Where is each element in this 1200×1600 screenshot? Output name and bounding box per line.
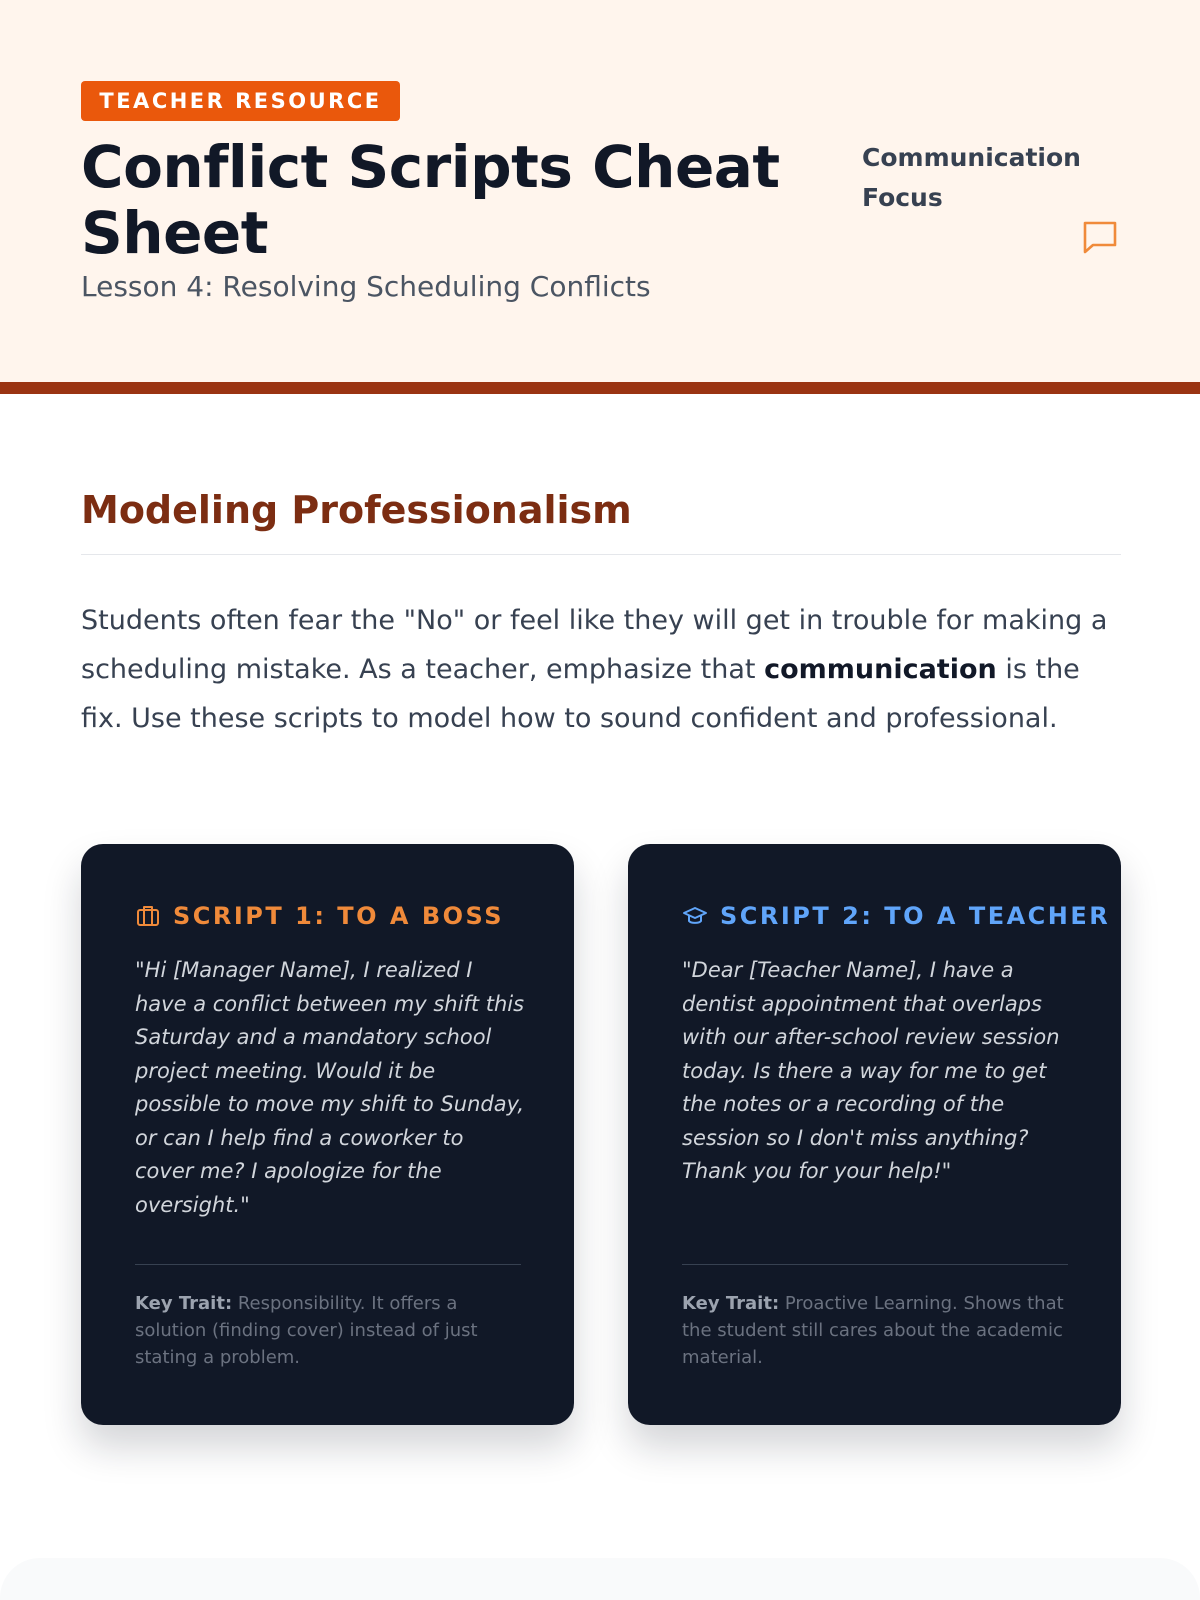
key-trait-text: Proactive Learning. Shows that the student still cares about the academic material. [682, 1293, 1064, 1368]
key-trait-label: Key Trait: [682, 1293, 780, 1314]
script-card-heading [135, 898, 504, 934]
script-quote: "Hi [Manager Name], I realized I have a conflict between my shift this Saturday and a mandatory school project meeting. Would it be possible to move my shift to Sunday, or can I help find a coworker to cover me? I apologize for the oversight." [135, 958, 525, 1217]
briefcase-icon [135, 903, 161, 929]
chat-bubble-icon [1080, 218, 1120, 258]
script-card-heading [682, 898, 1110, 934]
page-header [0, 0, 1200, 394]
section-title: Modeling Professionalism [81, 488, 632, 532]
resource-badge: TEACHER RESOURCE [81, 81, 400, 121]
intro-paragraph [81, 596, 1121, 743]
script-heading-text: SCRIPT 1: TO A BOSS [173, 902, 505, 930]
card-divider [135, 1264, 521, 1265]
script-quote: "Dear [Teacher Name], I have a dentist appointment that overlaps with our after-school review session today. Is there a way for me to get the notes or a recording of the session so I don't miss anything? Thank you for your help!" [682, 958, 1060, 1183]
next-section-panel [0, 1558, 1200, 1600]
key-trait [682, 1290, 1068, 1371]
page-title: Conflict Scripts Cheat Sheet [81, 133, 780, 267]
card-divider [682, 1264, 1068, 1265]
intro-emphasis: communication [764, 654, 997, 685]
script-card-teacher [628, 844, 1121, 1425]
graduation-cap-icon [682, 903, 708, 929]
key-trait [135, 1290, 521, 1371]
script-card-boss [81, 844, 574, 1425]
intro-text-before: Students often fear the "No" or feel like they will get in trouble for making a scheduling mistake. As a teacher, emphasize that [81, 605, 1108, 685]
key-trait-label: Key Trait: [135, 1293, 233, 1314]
lesson-subtitle: Lesson 4: Resolving Scheduling Conflicts [81, 270, 651, 303]
section-divider [81, 554, 1121, 555]
script-heading-text: SCRIPT 2: TO A TEACHER [720, 902, 1111, 930]
key-trait-text: Responsibility. It offers a solution (finding cover) instead of just stating a problem. [135, 1293, 478, 1368]
focus-label: Communication Focus [862, 143, 1081, 212]
intro-text-after: is the fix. Use these scripts to model how to sound confident and professional. [81, 654, 1080, 734]
